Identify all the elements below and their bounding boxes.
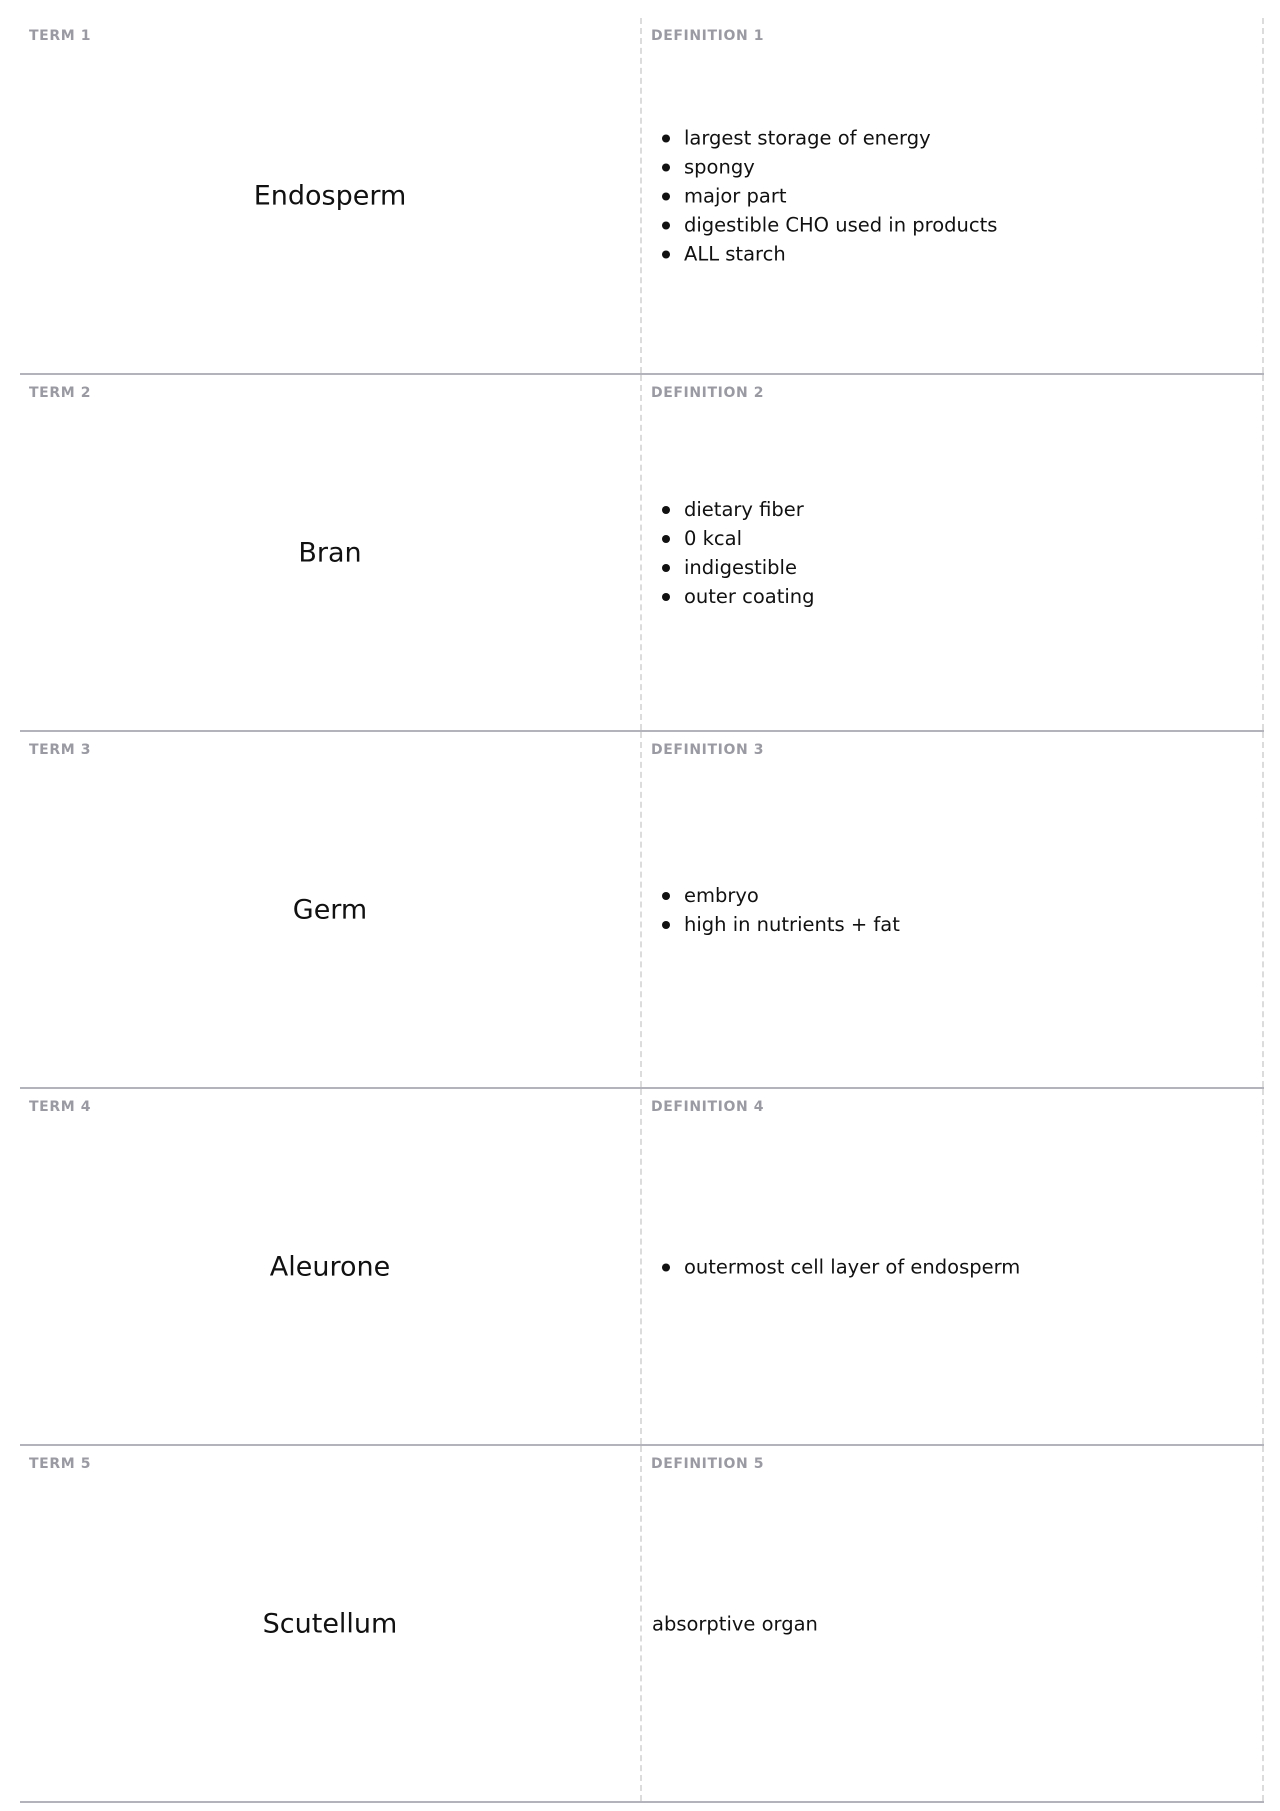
definition-list-item: indigestible bbox=[684, 553, 1252, 582]
term-label: TERM 3 bbox=[29, 742, 92, 758]
definition-list-item: outer coating bbox=[684, 582, 1252, 611]
definition-cell bbox=[642, 18, 1264, 373]
definition-list bbox=[652, 495, 1252, 611]
term-cell bbox=[20, 1089, 642, 1444]
flashcard-row bbox=[20, 1446, 1264, 1803]
term-text: Scutellum bbox=[262, 1608, 398, 1639]
definition-list-item: spongy bbox=[684, 152, 1252, 181]
definition-text: absorptive organ bbox=[652, 1612, 818, 1635]
definition-label: DEFINITION 4 bbox=[651, 1099, 765, 1115]
definition-body bbox=[652, 495, 1252, 611]
term-text: Bran bbox=[298, 537, 362, 568]
definition-cell bbox=[642, 732, 1264, 1087]
term-label: TERM 2 bbox=[29, 385, 92, 401]
definition-list-item: ALL starch bbox=[684, 239, 1252, 268]
term-label: TERM 1 bbox=[29, 28, 92, 44]
definition-list-item: digestible CHO used in products bbox=[684, 210, 1252, 239]
definition-list bbox=[652, 1252, 1252, 1281]
term-text: Aleurone bbox=[269, 1251, 391, 1282]
definition-list-item: major part bbox=[684, 181, 1252, 210]
definition-label: DEFINITION 2 bbox=[651, 385, 765, 401]
definition-cell bbox=[642, 1446, 1264, 1801]
definition-list-item: dietary fiber bbox=[684, 495, 1252, 524]
definition-list-item: embryo bbox=[684, 881, 1252, 910]
definition-list bbox=[652, 881, 1252, 939]
definition-list-item: outermost cell layer of endosperm bbox=[684, 1252, 1252, 1281]
flashcard-row bbox=[20, 732, 1264, 1089]
term-cell bbox=[20, 18, 642, 373]
flashcard-row bbox=[20, 1089, 1264, 1446]
term-label: TERM 4 bbox=[29, 1099, 92, 1115]
definition-list-item: high in nutrients + fat bbox=[684, 910, 1252, 939]
definition-list bbox=[652, 123, 1252, 268]
definition-label: DEFINITION 3 bbox=[651, 742, 765, 758]
flashcard-sheet bbox=[20, 18, 1264, 1803]
term-label: TERM 5 bbox=[29, 1456, 92, 1472]
definition-list-item: 0 kcal bbox=[684, 524, 1252, 553]
term-cell bbox=[20, 1446, 642, 1801]
definition-label: DEFINITION 1 bbox=[651, 28, 765, 44]
definition-body bbox=[652, 123, 1252, 268]
definition-label: DEFINITION 5 bbox=[651, 1456, 765, 1472]
definition-list-item: largest storage of energy bbox=[684, 123, 1252, 152]
flashcard-row bbox=[20, 18, 1264, 375]
definition-cell bbox=[642, 375, 1264, 730]
term-text: Endosperm bbox=[253, 180, 407, 211]
definition-body bbox=[652, 1252, 1252, 1281]
flashcard-row bbox=[20, 375, 1264, 732]
definition-body bbox=[652, 881, 1252, 939]
term-cell bbox=[20, 375, 642, 730]
definition-cell bbox=[642, 1089, 1264, 1444]
term-cell bbox=[20, 732, 642, 1087]
term-text: Germ bbox=[292, 894, 368, 925]
